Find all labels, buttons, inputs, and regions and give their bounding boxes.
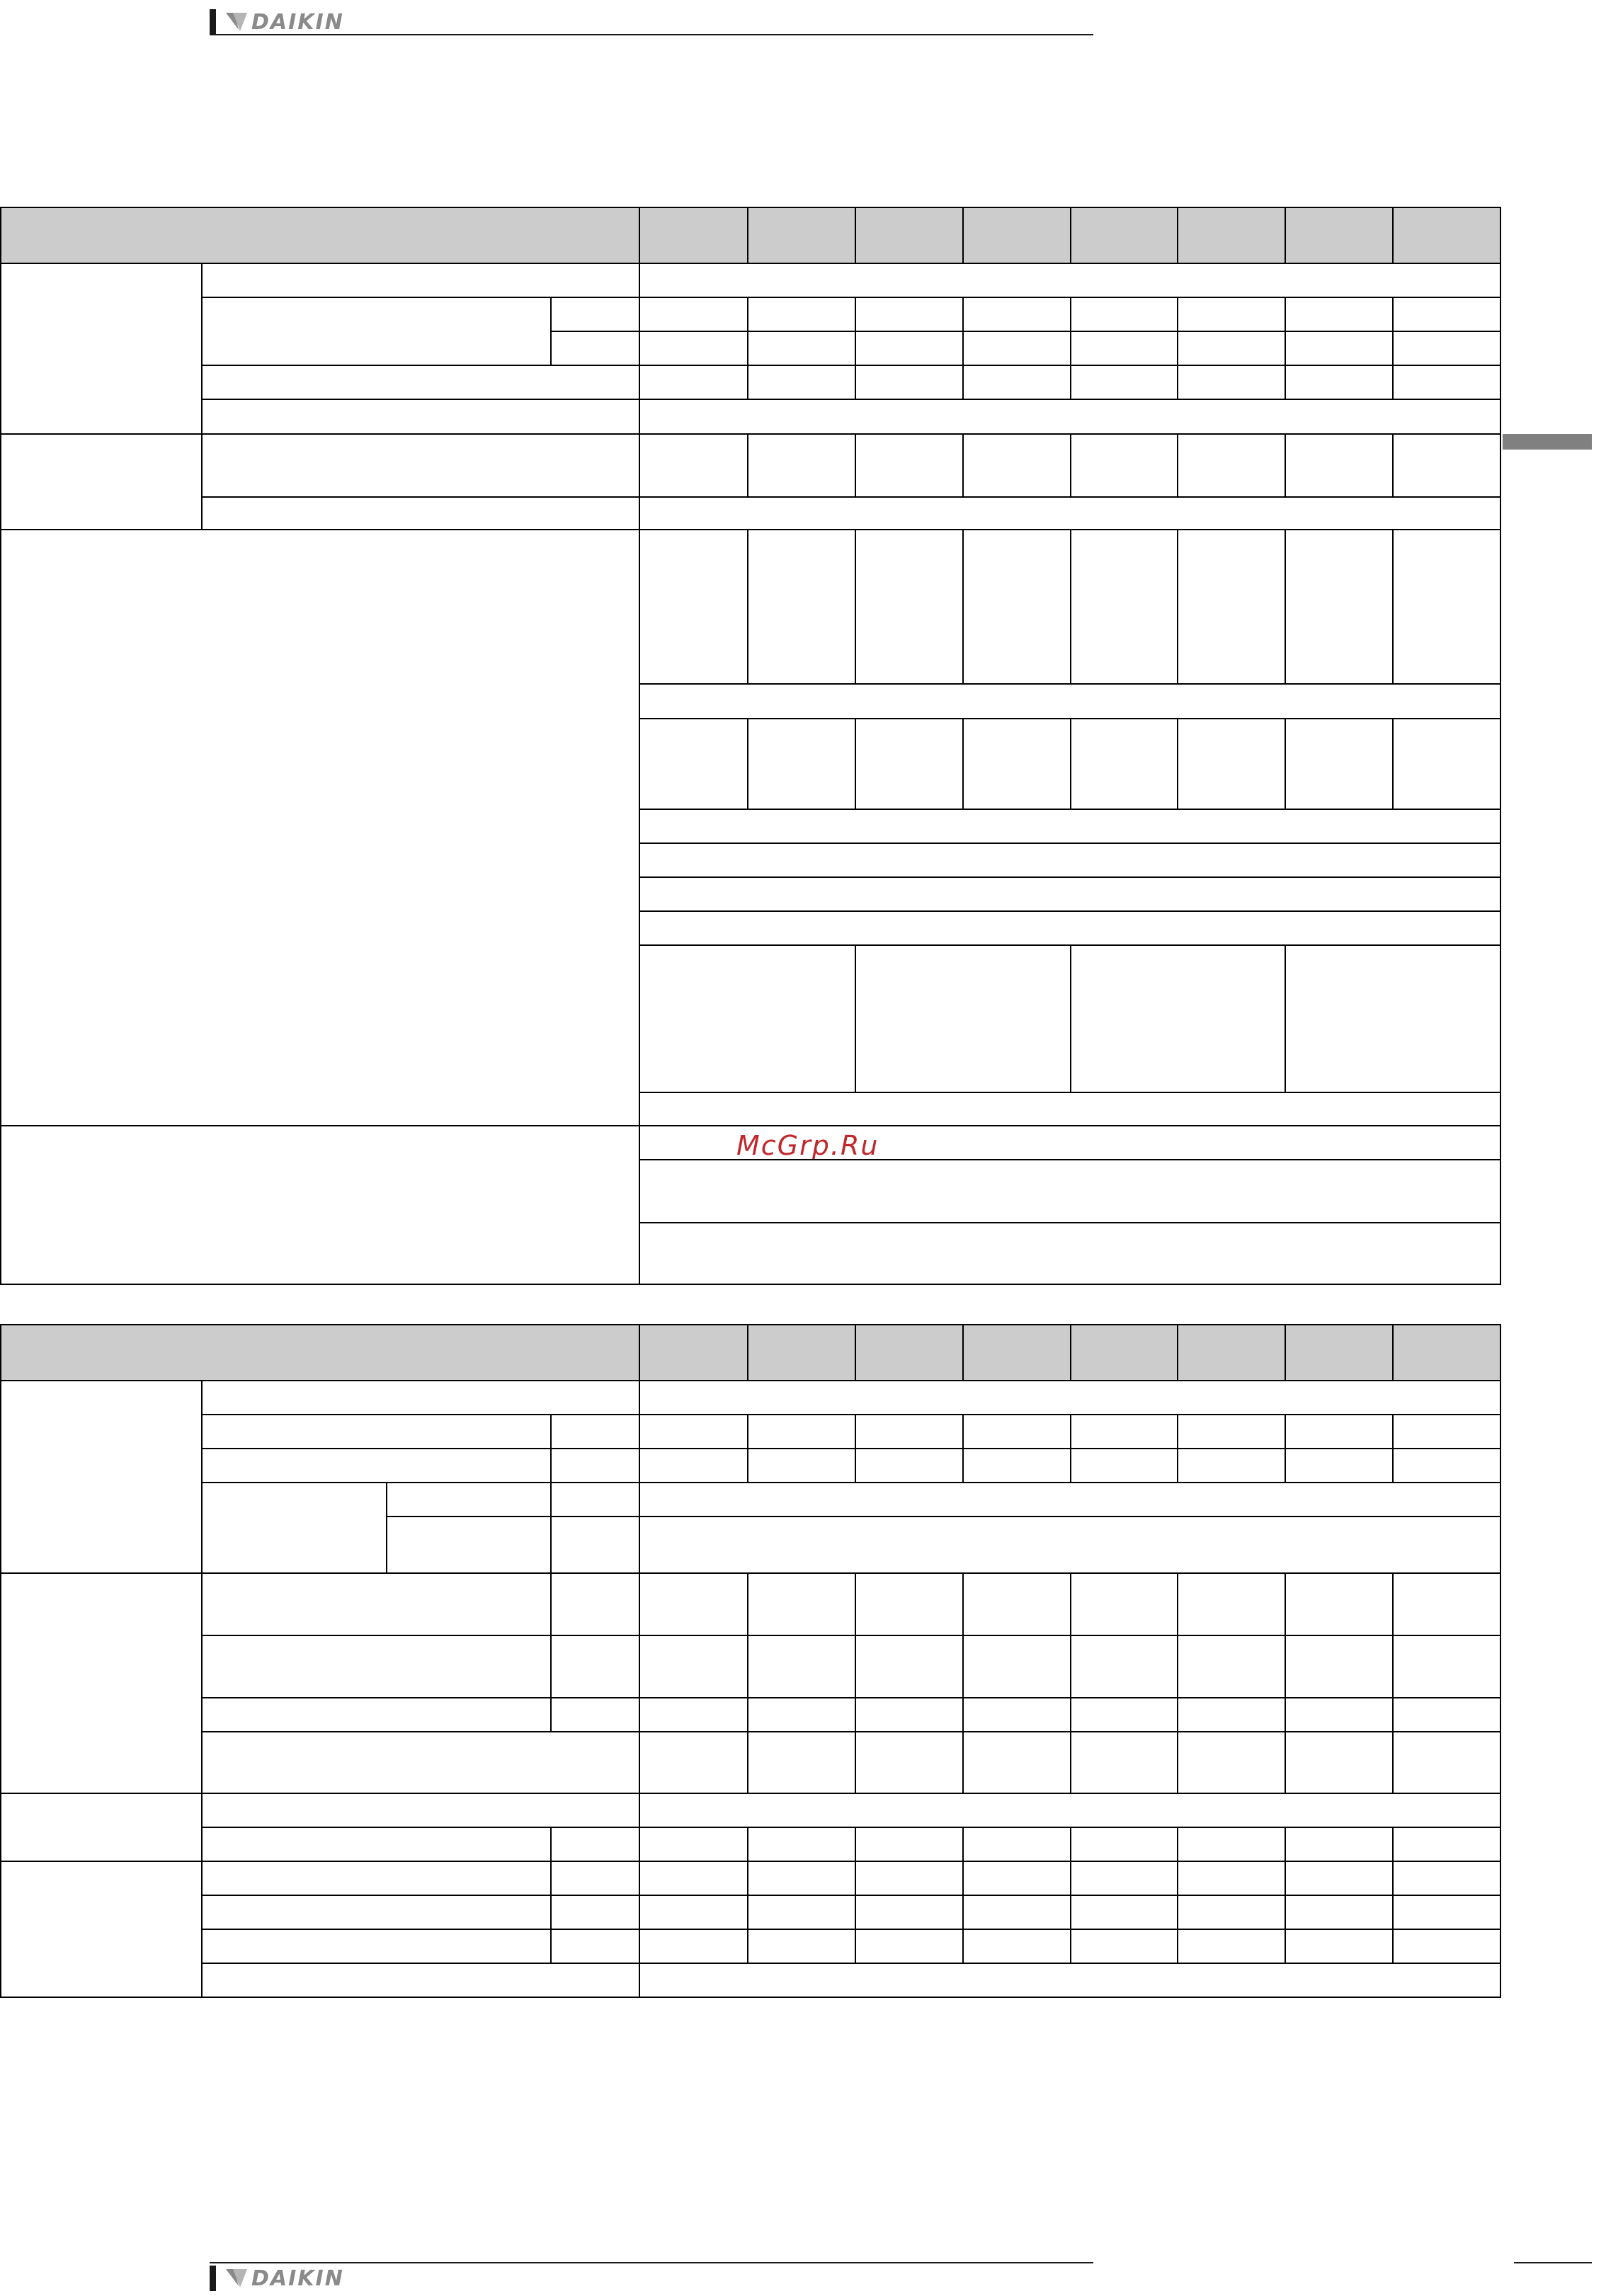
daikin-logo-icon — [226, 2268, 247, 2289]
footer-page-rule — [1514, 2262, 1592, 2263]
spec-table-1 — [1, 207, 1500, 1284]
header-logo-text: DAIKIN — [251, 9, 344, 35]
footer-logo — [210, 2266, 344, 2291]
spec-table-2 — [1, 1325, 1500, 1997]
table-2-border — [1, 1325, 1500, 1997]
watermark-text: McGrp.Ru — [736, 1130, 879, 1161]
logo-bar — [210, 2266, 216, 2291]
table-1-border — [1, 207, 1500, 1284]
footer-logo-text: DAIKIN — [251, 2266, 344, 2291]
table-2-header-row — [1, 1325, 1500, 1381]
table-1-header-row — [1, 207, 1500, 263]
footer-rule — [210, 2262, 1093, 2263]
